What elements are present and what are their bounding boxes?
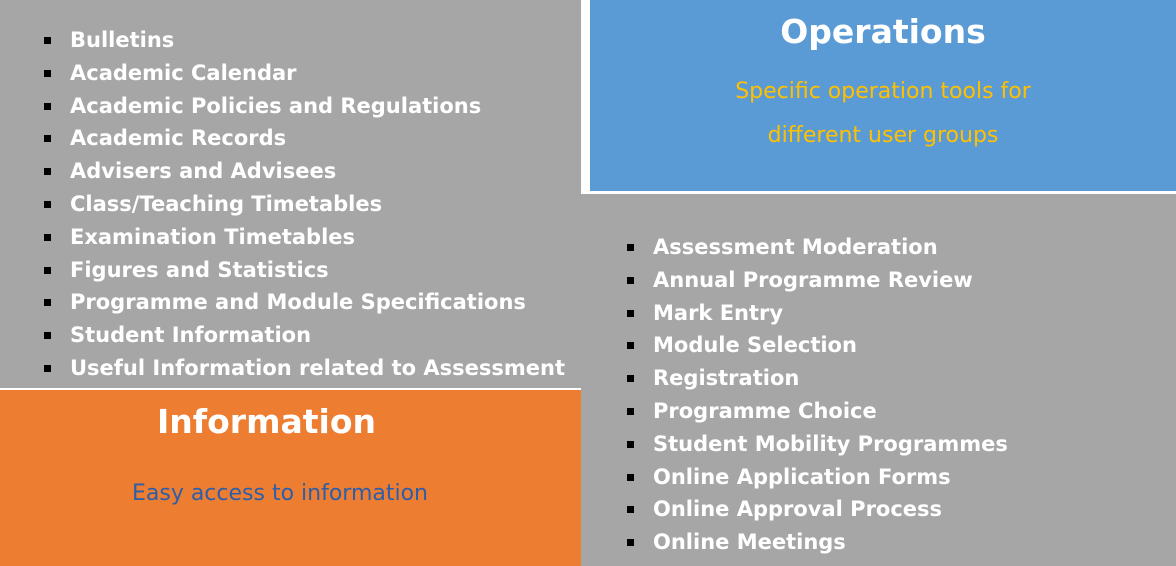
square-bullet-icon	[44, 365, 51, 372]
square-bullet-icon	[44, 234, 51, 241]
information-item-label: Academic Records	[70, 126, 287, 151]
operations-item-label: Student Mobility Programmes	[653, 431, 1008, 456]
operations-list-item[interactable]	[627, 428, 1008, 461]
information-item-label: Advisers and Advisees	[70, 159, 337, 184]
information-list-item[interactable]	[44, 24, 565, 57]
square-bullet-icon	[627, 474, 634, 481]
square-bullet-icon	[44, 103, 51, 110]
operations-subtitle-line2: different user groups	[767, 123, 999, 148]
square-bullet-icon	[627, 539, 634, 546]
information-list-item[interactable]	[44, 286, 565, 319]
square-bullet-icon	[44, 332, 51, 339]
operations-list-item[interactable]	[627, 362, 1008, 395]
information-list-item[interactable]	[44, 221, 565, 254]
operations-item-label: Assessment Moderation	[653, 235, 938, 259]
information-list-item[interactable]	[44, 90, 565, 123]
information-item-label: Figures and Statistics	[70, 257, 329, 282]
square-bullet-icon	[627, 408, 634, 415]
information-list-item[interactable]	[44, 188, 565, 221]
square-bullet-icon	[44, 267, 51, 274]
operations-list-item[interactable]	[627, 264, 1008, 297]
square-bullet-icon	[627, 506, 634, 513]
square-bullet-icon	[627, 375, 634, 382]
operations-item-label: Programme Choice	[653, 398, 877, 423]
square-bullet-icon	[44, 37, 51, 44]
operations-list-item[interactable]	[627, 493, 1008, 526]
operations-list	[627, 231, 1008, 559]
operations-item-label: Online Application Forms	[653, 464, 951, 489]
operations-item-label: Module Selection	[653, 333, 857, 358]
information-item-label: Academic Calendar	[70, 60, 297, 85]
square-bullet-icon	[44, 299, 51, 306]
operations-list-item[interactable]	[627, 526, 1008, 559]
information-item-label: Bulletins	[70, 28, 175, 52]
operations-panel	[590, 0, 1176, 191]
operations-item-label: Online Meetings	[653, 530, 846, 555]
information-item-label: Class/Teaching Timetables	[70, 191, 383, 216]
square-bullet-icon	[627, 310, 634, 317]
square-bullet-icon	[44, 168, 51, 175]
operations-item-label: Annual Programme Review	[653, 267, 973, 292]
information-item-label: Programme and Module Specifications	[70, 290, 526, 315]
operations-list-item[interactable]	[627, 461, 1008, 494]
information-panel	[0, 390, 581, 566]
information-list-item[interactable]	[44, 254, 565, 287]
operations-list-item[interactable]	[627, 297, 1008, 330]
information-list-panel	[0, 0, 581, 388]
square-bullet-icon	[44, 70, 51, 77]
information-list-item[interactable]	[44, 57, 565, 90]
square-bullet-icon	[627, 244, 634, 251]
information-list-item[interactable]	[44, 352, 565, 385]
information-subtitle: Easy access to information	[131, 481, 429, 506]
operations-list-item[interactable]	[627, 231, 1008, 264]
operations-list-item[interactable]	[627, 329, 1008, 362]
square-bullet-icon	[627, 342, 634, 349]
operations-item-label: Registration	[653, 366, 800, 391]
information-item-label: Academic Policies and Regulations	[70, 93, 482, 118]
information-item-label: Useful Information related to Assessment	[70, 355, 566, 380]
square-bullet-icon	[44, 135, 51, 142]
operations-title: Operations	[780, 12, 986, 51]
information-list-item[interactable]	[44, 122, 565, 155]
operations-item-label: Online Approval Process	[653, 497, 943, 522]
square-bullet-icon	[627, 441, 634, 448]
operations-subtitle	[590, 70, 1176, 158]
operations-list-item[interactable]	[627, 395, 1008, 428]
square-bullet-icon	[627, 277, 634, 284]
operations-item-label: Mark Entry	[653, 300, 784, 325]
information-list	[44, 24, 565, 385]
information-list-item[interactable]	[44, 319, 565, 352]
information-item-label: Student Information	[70, 323, 312, 348]
information-title: Information	[157, 402, 376, 441]
operations-subtitle-line1: Specific operation tools for	[735, 79, 1031, 104]
information-item-label: Examination Timetables	[70, 224, 356, 249]
square-bullet-icon	[44, 201, 51, 208]
information-list-item[interactable]	[44, 155, 565, 188]
